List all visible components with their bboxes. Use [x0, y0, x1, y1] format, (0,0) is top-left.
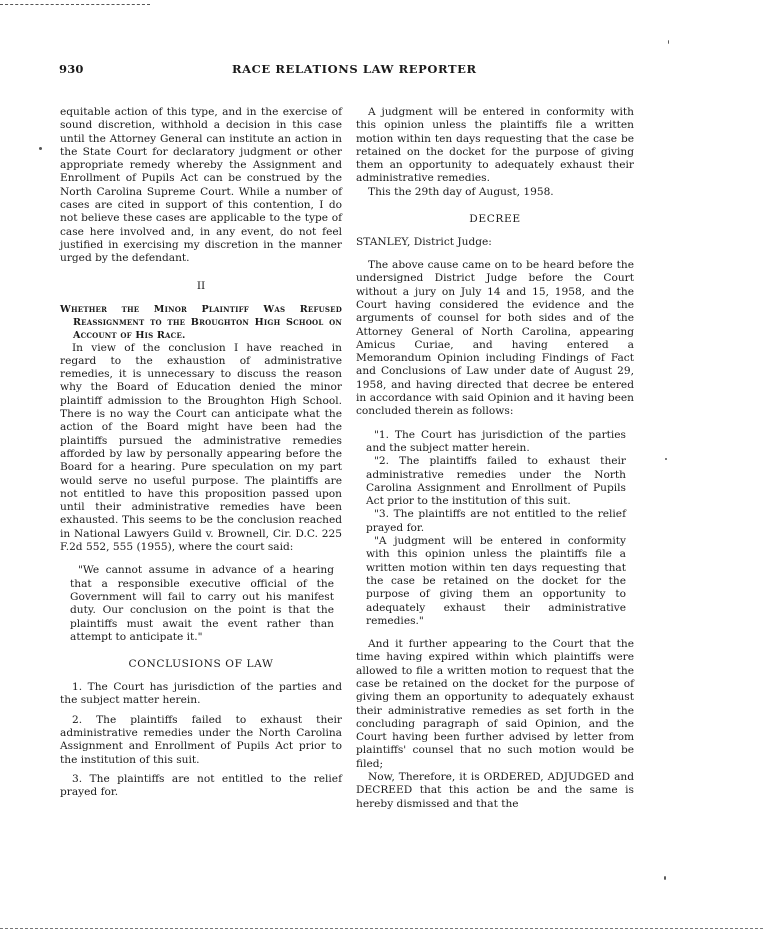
- right-column: [356, 106, 634, 811]
- right-paragraph-3: And it further appearing to the Court that the time having expired within which plaintiffs were allowed to file a written motion to request that the case be retained on the docket for the purpose of giving them an opportunity to adequately exhaust their administrative remedies as set forth in the concluding paragraph of said Opinion, and the Court having been further advised by letter from plaintiffs' counsel that no such motion would be filed;: [356, 638, 634, 770]
- right-paragraph-2: The above cause came on to be heard before the undersigned District Judge before the Court without a jury on July 14 and 15, 1958, and the Court having considered the evidence and the arguments of counsel for both sides and of the Attorney General of North Carolina, appearing Amicus Curiae, and having entered a Memorandum Opinion including Findings of Fact and Conclusions of Law under date of August 29, 1958, and having directed that decree be entered in accordance with said Opinion and it having been concluded therein as follows:: [356, 259, 634, 418]
- section-subheading: Whether the Minor Plaintiff Was Refused Reassignment to the Broughton High School on Account of His Race.: [60, 303, 342, 341]
- right-paragraph-4: Now, Therefore, it is ORDERED, ADJUDGED and DECREED that this action be and the same is hereby dismissed and that the: [356, 771, 634, 810]
- date-line: This the 29th day of August, 1958.: [368, 185, 554, 198]
- scan-speck: [664, 876, 666, 880]
- top-dashed-rule: [0, 4, 150, 5]
- left-paragraph-2: In view of the conclusion I have reached in regard to the exhaustion of administrative remedies, it is unnecessary to discuss the reason why the Board of Education denied the minor plaintiff admission to the Broughton High School. There is no way the Court can anticipate what the action of the Board might have been had the plaintiffs pursued the administrative remedies afforded by law by personally appearing before the Board for a hearing. Pure speculation on my part would serve no useful purpose. The plaintiffs are not entitled to have this proposition passed upon until their administrative remedies have been exhausted. This seems to be the conclusion reached in National Lawyers Guild v. Brownell, Cir. D.C. 225 F.2d 552, 555 (1955), where the court said:: [60, 341, 342, 554]
- conclusion-1: 1. The Court has jurisdiction of the parties and the subject matter herein.: [60, 681, 342, 707]
- scan-speck: [665, 458, 667, 460]
- quoted-conclusion-2: "2. The plaintiffs failed to exhaust their administrative remedies under the North Carolina Assignment and Enrollment of Pupils Act prior to the institution of this suit.: [366, 455, 626, 508]
- judge-line: STANLEY, District Judge:: [356, 236, 492, 249]
- quoted-judgment: "A judgment will be entered in conformity with this opinion unless the plaintiffs file a written motion within ten days requesting that the case be retained on the docket for the purpose of giving them an opportunity to adequately exhaust their administrative remedies.": [366, 535, 626, 627]
- decree-title: DECREE: [469, 213, 521, 226]
- page-number: 930: [59, 62, 84, 76]
- bottom-dashed-rule: [0, 928, 763, 929]
- quoted-conclusion-3: "3. The plaintiffs are not entitled to the relief prayed for.: [366, 508, 626, 534]
- conclusion-3: 3. The plaintiffs are not entitled to the relief prayed for.: [60, 772, 342, 799]
- section-numeral: II: [196, 279, 206, 292]
- right-paragraph-1: A judgment will be entered in conformity with this opinion unless the plaintiffs file a written motion within ten days requesting that the case be retained on the docket for the purpose of giving them an opportunity to adequately exhaust their administrative remedies.: [356, 106, 634, 185]
- conclusions-title: CONCLUSIONS OF LAW: [128, 658, 274, 671]
- scan-speck: [39, 147, 42, 150]
- quoted-conclusion-1: "1. The Court has jurisdiction of the parties and the subject matter herein.: [366, 428, 626, 454]
- running-head: RACE RELATIONS LAW REPORTER: [232, 62, 477, 76]
- scan-speck: [668, 40, 669, 44]
- block-quote: "We cannot assume in advance of a hearing that a responsible executive official of the Government will fail to carry out his manifest duty. Our conclusion on the point is that the plaintiffs must await the event rather than attempt to anticipate it.": [70, 564, 334, 643]
- left-paragraph-1: equitable action of this type, and in the exercise of sound discretion, withhold a decision in this case until the Attorney General can institute an action in the State Court for declaratory judgment or other appropriate remedy whereby the Assignment and Enrollment of Pupils Act can be construed by the North Carolina Supreme Court. While a number of cases are cited in support of this contention, I do not believe these cases are applicable to the type of case here involved and, in any event, do not feel justified in exercising my discretion in the manner urged by the defendant.: [60, 106, 342, 265]
- conclusion-2: 2. The plaintiffs failed to exhaust their administrative remedies under the North Carolina Assignment and Enrollment of Pupils Act prior to the institution of this suit.: [60, 713, 342, 766]
- left-column: [60, 106, 342, 799]
